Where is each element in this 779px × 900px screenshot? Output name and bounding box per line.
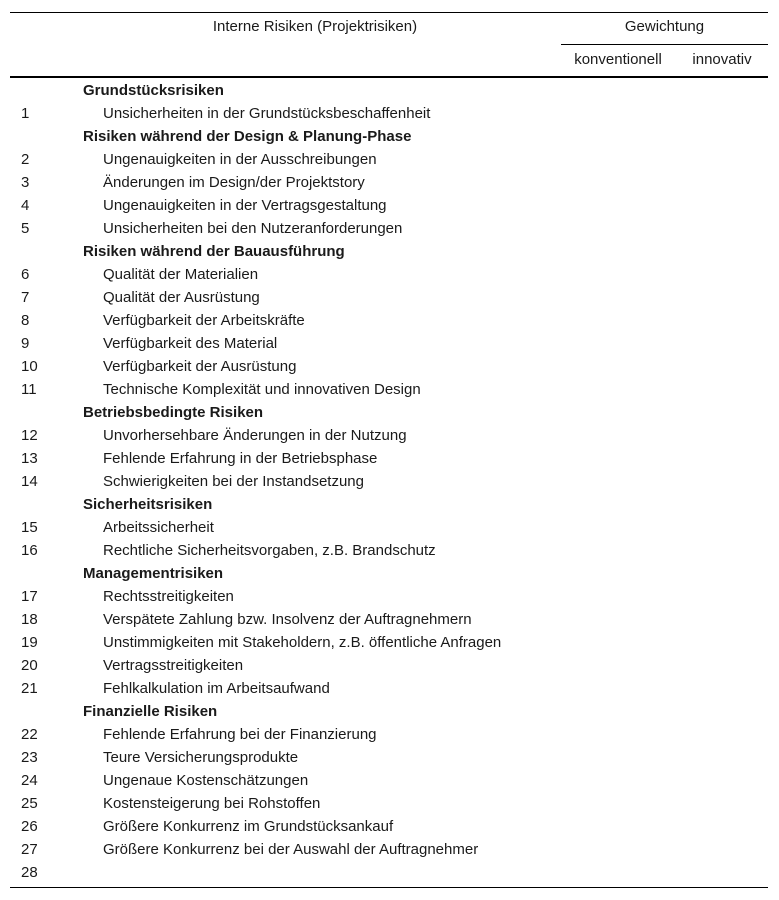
table-body (0, 79, 779, 884)
table-row (0, 263, 779, 286)
risk-label: Kostensteigerung bei Rohstoffen (103, 795, 321, 812)
table-row (0, 217, 779, 240)
table-row (0, 539, 779, 562)
row-number: 3 (21, 174, 30, 191)
risk-label: Größere Konkurrenz bei der Auswahl der Auftragnehmer (103, 841, 479, 858)
category-label: Finanzielle Risiken (83, 703, 218, 720)
risk-label: Verfügbarkeit des Material (103, 335, 278, 352)
table-row (0, 447, 779, 470)
risk-label: Unstimmigkeiten mit Stakeholdern, z.B. öffentliche Anfragen (103, 634, 502, 651)
row-number: 7 (21, 289, 30, 306)
table-row (0, 677, 779, 700)
table-row (0, 378, 779, 401)
risk-label: Rechtsstreitigkeiten (103, 588, 234, 605)
row-number: 15 (21, 519, 38, 536)
header-bottom-rule (10, 76, 768, 78)
header-weighting: Gewichtung (624, 18, 705, 35)
risk-label: Ungenaue Kostenschätzungen (103, 772, 309, 789)
row-number: 18 (21, 611, 38, 628)
table-row (0, 769, 779, 792)
risk-label: Teure Versicherungsprodukte (103, 749, 299, 766)
table-row (0, 631, 779, 654)
table-row (0, 424, 779, 447)
header-internal-risks: Interne Risiken (Projektrisiken) (212, 18, 418, 35)
header-conventional: konventionell (574, 51, 662, 68)
category-label: Sicherheitsrisiken (83, 496, 213, 513)
risk-label: Fehlkalkulation im Arbeitsaufwand (103, 680, 330, 697)
table-row (0, 102, 779, 125)
table-row (0, 608, 779, 631)
row-number: 23 (21, 749, 38, 766)
row-number: 13 (21, 450, 38, 467)
row-number: 10 (21, 358, 38, 375)
table-row (0, 171, 779, 194)
table-row (0, 723, 779, 746)
row-number: 17 (21, 588, 38, 605)
category-label: Grundstücksrisiken (83, 82, 224, 99)
category-row (0, 401, 779, 424)
category-row (0, 79, 779, 102)
table-row (0, 148, 779, 171)
table-row (0, 654, 779, 677)
table-row (0, 746, 779, 769)
table-row (0, 792, 779, 815)
risk-label: Verspätete Zahlung bzw. Insolvenz der Auftragnehmern (103, 611, 472, 628)
row-number: 4 (21, 197, 30, 214)
table-row (0, 815, 779, 838)
row-number: 24 (21, 772, 38, 789)
table-row (0, 838, 779, 861)
risk-label: Rechtliche Sicherheitsvorgaben, z.B. Brandschutz (103, 542, 436, 559)
category-row (0, 493, 779, 516)
row-number: 6 (21, 266, 30, 283)
row-number: 19 (21, 634, 38, 651)
row-number: 8 (21, 312, 30, 329)
category-row (0, 125, 779, 148)
row-number: 16 (21, 542, 38, 559)
row-number: 27 (21, 841, 38, 858)
table-row (0, 332, 779, 355)
row-number: 20 (21, 657, 38, 674)
table-top-rule (10, 12, 768, 13)
risk-label: Verfügbarkeit der Arbeitskräfte (103, 312, 305, 329)
category-label: Risiken während der Design & Planung-Phase (83, 128, 412, 145)
category-row (0, 240, 779, 263)
table-bottom-rule (10, 887, 768, 888)
row-number: 11 (21, 381, 37, 398)
table-row (0, 861, 779, 884)
row-number: 14 (21, 473, 38, 490)
risk-label: Vertragsstreitigkeiten (103, 657, 244, 674)
row-number: 9 (21, 335, 30, 352)
table-row (0, 194, 779, 217)
risk-label: Ungenauigkeiten in der Ausschreibungen (103, 151, 377, 168)
row-number: 1 (21, 105, 30, 122)
table-row (0, 309, 779, 332)
risk-label: Unsicherheiten in der Grundstücksbeschaffenheit (103, 105, 431, 122)
row-number: 26 (21, 818, 38, 835)
category-label: Betriebsbedingte Risiken (83, 404, 264, 421)
risk-label: Fehlende Erfahrung bei der Finanzierung (103, 726, 377, 743)
header-innovative: innovativ (692, 51, 752, 68)
category-row (0, 700, 779, 723)
weighting-subrule (561, 44, 768, 45)
row-number: 28 (21, 864, 38, 881)
table-row (0, 470, 779, 493)
row-number: 22 (21, 726, 38, 743)
row-number: 5 (21, 220, 30, 237)
row-number: 25 (21, 795, 38, 812)
row-number: 21 (21, 680, 38, 697)
risk-label: Änderungen im Design/der Projektstory (103, 174, 365, 191)
risk-label: Technische Komplexität und innovativen Design (103, 381, 421, 398)
table-row (0, 585, 779, 608)
risk-label: Arbeitssicherheit (103, 519, 214, 536)
risk-label: Qualität der Ausrüstung (103, 289, 260, 306)
risk-label: Unsicherheiten bei den Nutzeranforderungen (103, 220, 403, 237)
risk-label: Größere Konkurrenz im Grundstücksankauf (103, 818, 394, 835)
row-number: 2 (21, 151, 30, 168)
risk-label: Fehlende Erfahrung in der Betriebsphase (103, 450, 378, 467)
category-row (0, 562, 779, 585)
row-number: 12 (21, 427, 38, 444)
category-label: Risiken während der Bauausführung (83, 243, 345, 260)
table-row (0, 355, 779, 378)
table-row (0, 516, 779, 539)
risk-label: Qualität der Materialien (103, 266, 259, 283)
table-row (0, 286, 779, 309)
category-label: Managementrisiken (83, 565, 224, 582)
risk-label: Unvorhersehbare Änderungen in der Nutzung (103, 427, 407, 444)
risk-label: Verfügbarkeit der Ausrüstung (103, 358, 297, 375)
risk-label: Ungenauigkeiten in der Vertragsgestaltung (103, 197, 387, 214)
risk-label: Schwierigkeiten bei der Instandsetzung (103, 473, 364, 490)
